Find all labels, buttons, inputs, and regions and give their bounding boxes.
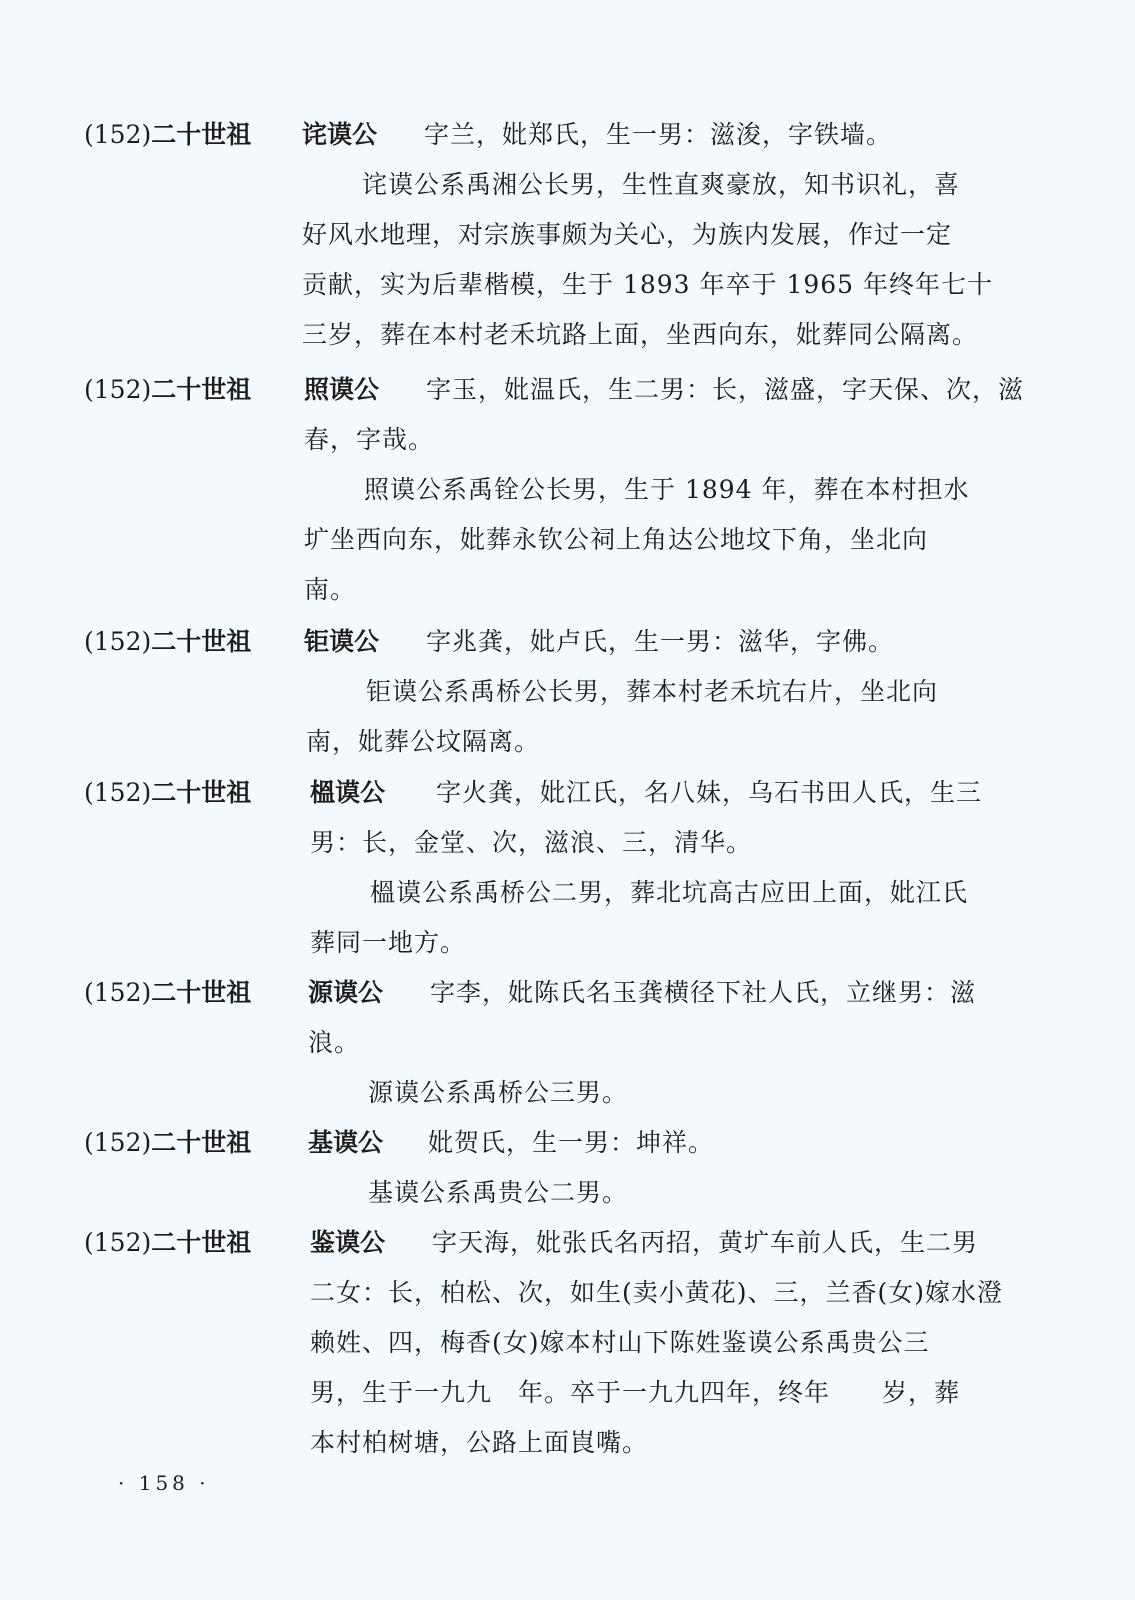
generation-text: 二十世祖 <box>151 778 252 807</box>
generation-text: 二十世祖 <box>151 627 252 656</box>
entry-body-line: 本村柏树塘，公路上面崀嘴。 <box>310 1428 649 1457</box>
ancestor-name: 钜谟公 <box>304 627 380 656</box>
entry-intro: 字天海，妣张氏名丙招，黄圹车前人氏，生二男 <box>432 1228 979 1257</box>
entry-body-line: 照谟公系禹铨公长男，生于 1894 年，葬在本村担水 <box>364 475 970 504</box>
entry-number: (152) <box>84 1228 152 1257</box>
ancestor-name: 诧谟公 <box>302 120 378 149</box>
entry-body-line: 钜谟公系禹桥公长男，葬本村老禾坑右片，坐北向 <box>366 677 939 706</box>
entry-body-line: 基谟公系禹贵公二男。 <box>368 1178 629 1207</box>
entry-body-line: 圹坐西向东，妣葬永钦公祠上角达公地坟下角，坐北向 <box>304 525 929 554</box>
generation-label <box>84 617 251 667</box>
entry-number: (152) <box>84 1128 152 1157</box>
generation-label <box>84 968 251 1018</box>
generation-label <box>84 365 251 415</box>
entry-number: (152) <box>84 627 152 656</box>
entry-body-line: 南。 <box>304 575 357 604</box>
entry-number: (152) <box>84 978 152 1007</box>
entry-number: (152) <box>84 778 152 807</box>
entry-number: (152) <box>84 375 152 404</box>
generation-text: 二十世祖 <box>151 120 252 149</box>
entry-number: (152) <box>84 120 152 149</box>
entry-body-line: 榲谟公系禹桥公二男，葬北坑高古应田上面，妣江氏 <box>370 878 969 907</box>
entry-intro: 字兰，妣郑氏，生一男：滋浚，字铁墙。 <box>424 120 893 149</box>
generation-text: 二十世祖 <box>151 978 252 1007</box>
entry-body-line: 二女：长，柏松、次，如生(卖小黄花)、三，兰香(女)嫁水澄 <box>310 1278 1004 1307</box>
page-number: · 158 · <box>118 1471 210 1495</box>
entry-body-line: 男：长，金堂、次，滋浪、三，清华。 <box>310 828 753 857</box>
entry-body-line: 好风水地理，对宗族事颇为关心，为族内发展，作过一定 <box>302 220 953 249</box>
generation-text: 二十世祖 <box>151 1128 252 1157</box>
entry-body-line: 浪。 <box>308 1028 361 1057</box>
generation-label <box>84 110 251 160</box>
entry-intro: 字李，妣陈氏名玉龚横径下社人氏，立继男：滋 <box>430 978 977 1007</box>
entry-body-line: 男，生于一九九 年。卒于一九九四年，终年 岁，葬 <box>310 1378 961 1407</box>
generation-label <box>84 768 251 818</box>
ancestor-name: 源谟公 <box>308 978 384 1007</box>
entry-intro: 字火龚，妣江氏，名八妹，乌石书田人氏，生三 <box>436 778 983 807</box>
entry-body-line: 源谟公系禹桥公三男。 <box>368 1078 629 1107</box>
entry-intro: 妣贺氏，生一男：坤祥。 <box>428 1128 715 1157</box>
generation-label <box>84 1118 251 1168</box>
entry-body-line: 诧谟公系禹湘公长男，生性直爽豪放，知书识礼，喜 <box>362 170 961 199</box>
entry-intro: 字玉，妣温氏，生二男：长，滋盛，字天保、次，滋 <box>426 375 1025 404</box>
ancestor-name: 鉴谟公 <box>310 1228 386 1257</box>
ancestor-name: 榲谟公 <box>310 778 386 807</box>
entry-intro: 字兆龚，妣卢氏，生一男：滋华，字佛。 <box>426 627 895 656</box>
generation-text: 二十世祖 <box>151 375 252 404</box>
entry-body-line: 三岁，葬在本村老禾坑路上面，坐西向东，妣葬同公隔离。 <box>302 320 979 349</box>
entry-body-line: 葬同一地方。 <box>310 928 467 957</box>
entry-body-line: 春，字哉。 <box>304 425 435 454</box>
ancestor-name: 照谟公 <box>304 375 380 404</box>
entry-body-line: 南，妣葬公坟隔离。 <box>306 727 541 756</box>
ancestor-name: 基谟公 <box>308 1128 384 1157</box>
entry-body-line: 赖姓、四，梅香(女)嫁本村山下陈姓鉴谟公系禹贵公三 <box>310 1328 930 1357</box>
generation-text: 二十世祖 <box>151 1228 252 1257</box>
entry-body-line: 贡献，实为后辈楷模，生于 1893 年卒于 1965 年终年七十 <box>302 270 994 299</box>
generation-label <box>84 1218 251 1268</box>
